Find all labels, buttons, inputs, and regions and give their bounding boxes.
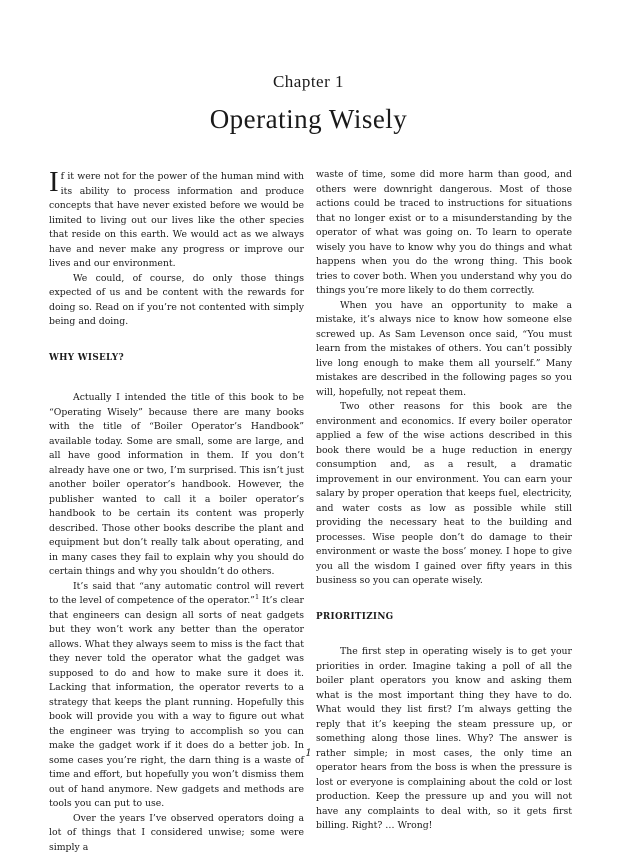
- prioritizing-paragraph: The first step in operating wisely is to get your priorities in order. Imagine taking a poll of all the boiler plant operators you know and asking them what is the most important thing they have to do. What would they list first? I’m always getting the reply that it’s keeping the steam pressure up, or something along those lines. Why? The answer is rather simple; in most cases, the only time an operator hears from the boss is when the pressure is lost or everyone is complaining about the cold or lost production. Keep the pressure up and you will not have any complaints to deal with, so it gets first billing. Right? … Wrong!: [316, 645, 572, 834]
- page-number: 1: [0, 748, 617, 759]
- intro-paragraph-text: f it were not for the power of the human mind with its ability to process information and produce concepts that have never existed before we would be limited to living out our lives like the other species that reside on this earth. We would act as we always have and never make any progress or improve our lives and our environment.: [49, 171, 304, 269]
- section-heading-prioritizing: PRIORITIZING: [316, 610, 572, 625]
- why-paragraph-2-text-a: It’s said that “any automatic control will revert to the level of competence of the operator.”: [49, 581, 304, 607]
- chapter-label: Chapter 1: [0, 72, 617, 92]
- mistake-paragraph: When you have an opportunity to make a mistake, it’s always nice to know how someone else screwed up. As Sam Levenson once said, “You must learn from the mistakes of others. You can’t possibly live long enough to make them all yourself.” Many mistakes are described in the following pages so you will, hopefully, not repeat them.: [316, 299, 572, 401]
- why-paragraph-3: Over the years I’ve observed operators doing a lot of things that I considered unwise; some were simply a: [49, 812, 304, 855]
- intro-paragraph-2: We could, of course, do only those things expected of us and be content with the rewards for doing so. Read on if you’re not contented with simply being and doing.: [49, 272, 304, 330]
- drop-cap: I: [49, 171, 59, 193]
- continued-paragraph: waste of time, some did more harm than good, and others were downright dangerous. Most of those actions could be traced to instructions for situations that no longer exist or to a misunderstanding by the operator of what was going on. To learn to operate wisely you have to know why you do things and what happens when you do the wrong thing. This book tries to cover both. When you understand why you do things you’re more likely to do them correctly.: [316, 168, 572, 299]
- intro-paragraph: [49, 170, 304, 272]
- environment-paragraph: Two other reasons for this book are the environment and economics. If every boiler operator applied a few of the wise actions described in this book there would be a huge reduction in energy consumption and, as a result, a dramatic improvement in our environment. You can earn your salary by proper operation that keeps fuel, electricity, and water costs as low as possible while still providing the necessary heat to the building and processes. Wise people don’t do damage to their environment or waste the boss’ money. I hope to give you all the wisdom I gained over fifty years in this business so you can operate wisely.: [316, 400, 572, 589]
- section-heading-why-wisely: WHY WISELY?: [49, 351, 304, 366]
- why-paragraph-1: Actually I intended the title of this book to be “Operating Wisely” because there are many books with the title of “Boiler Operator’s Handbook” available today. Some are small, some are large, and all have good information in them. If you don’t already have one or two, I’m surprised. This isn’t just another boiler operator’s handbook. However, the publisher wanted to call it a boiler operator’s handbook to be certain its content was properly described. Those other books describe the plant and equipment but don’t really talk about operating, and in many cases they fail to explain why you should do certain things and why you shouldn’t do others.: [49, 391, 304, 580]
- right-column: [316, 168, 572, 834]
- footnote-marker: 1: [255, 593, 259, 601]
- chapter-title: Operating Wisely: [0, 104, 617, 135]
- why-paragraph-2-text-b: It’s clear that engineers can design all sorts of neat gadgets but they won’t work any better than the operator allows. What they always seem to miss is the fact that they never told the operator what the gadget was supposed to do and how to make sure it does it. Lacking that information, the operator reverts to a strategy that keeps the plant running. Hopefully this book will provide you with a way to figure out what the engineer was trying to accomplish so you can make the gadget work if it does do a better job. In some cases you’re right, the darn thing is a waste of time and effort, but hopefully you won’t dismiss them out of hand anymore. New gadgets and methods are tools you can put to use.: [49, 595, 304, 809]
- why-paragraph-2: [49, 580, 304, 812]
